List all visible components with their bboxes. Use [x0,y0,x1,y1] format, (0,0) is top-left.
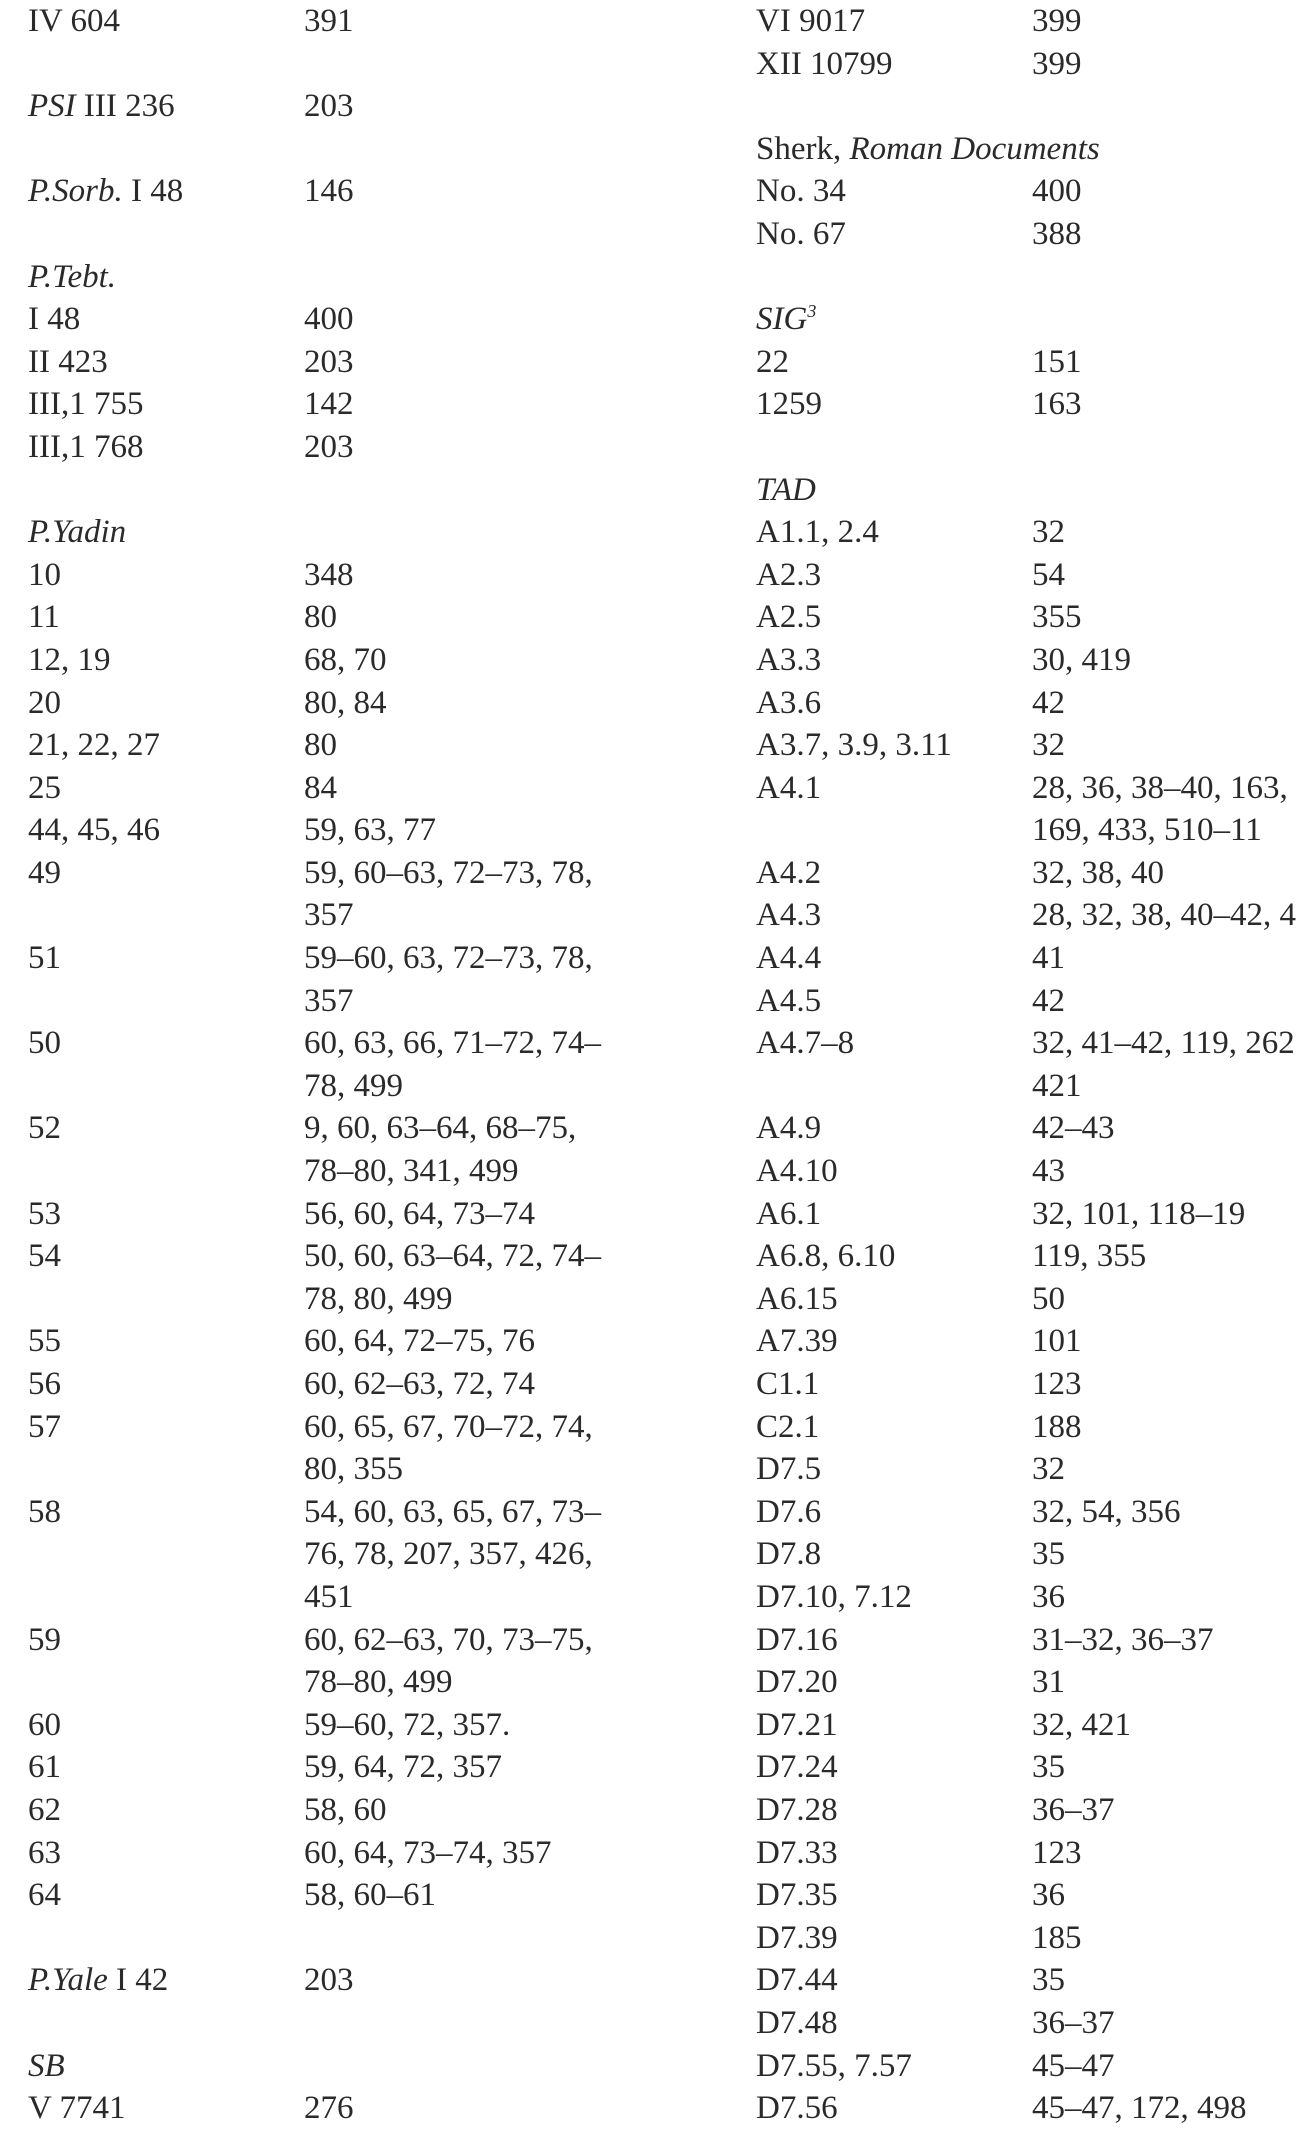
index-entry [0,1533,700,1576]
source-reference: 49 [28,854,61,891]
page-references: 41 [1032,940,1065,977]
source-reference: 25 [28,769,61,806]
page-references: 169, 433, 510–11 [1032,812,1262,849]
source-reference: 61 [28,1749,61,1786]
index-entry [728,1619,1309,1662]
source-volume: I 42 [107,1962,169,1999]
index-entry [0,1491,700,1534]
source-reference [28,511,126,554]
source-reference: No. 34 [756,173,846,210]
index-entry [0,426,700,469]
source-reference: D7.10, 7.12 [756,1578,912,1615]
source-abbrev: P.Sorb. [28,173,123,210]
index-entry [728,596,1309,639]
source-reference [756,298,816,341]
index-entry [0,341,700,384]
index-entry [728,894,1309,937]
source-reference: 54 [28,1238,61,1275]
source-reference [28,256,116,299]
index-entry [0,1789,700,1832]
index-entry [0,1065,700,1108]
source-reference: 62 [28,1791,61,1828]
index-entry [0,0,700,43]
source-reference: 11 [28,599,60,636]
page-references: 32, 54, 356 [1032,1493,1181,1530]
page-references: 60, 64, 73–74, 357 [304,1834,552,1871]
index-entry [728,256,1309,299]
source-reference: A4.2 [756,854,822,891]
index-entry [0,1107,700,1150]
source-reference: D7.55, 7.57 [756,2047,912,2084]
page-references: 36 [1032,1877,1065,1914]
source-abbrev: P.Yale [28,1962,108,1999]
page-references: 203 [304,1962,354,1999]
index-entry [0,1576,700,1619]
source-reference: D7.48 [756,2004,838,2041]
index-entry [728,43,1309,86]
page-references: 42 [1032,684,1065,721]
index-entry [728,1704,1309,1747]
page-references: 35 [1032,1962,1065,1999]
source-author: Sherk, [756,130,850,167]
source-reference: A4.5 [756,982,822,1019]
source-reference: III,1 768 [28,428,144,465]
source-reference: 53 [28,1195,61,1232]
page-references: 80, 84 [304,684,387,721]
page-references: 76, 78, 207, 357, 426, [304,1536,593,1573]
source-reference: IV 604 [28,3,120,39]
source-reference: 52 [28,1110,61,1147]
source-reference: D7.5 [756,1451,822,1488]
page-references: 84 [304,769,337,806]
page-references: 400 [304,301,354,338]
source-reference: No. 67 [756,215,846,252]
index-entry [728,85,1309,128]
source-reference: 63 [28,1834,61,1871]
index-entry [728,639,1309,682]
index-entry [0,554,700,597]
source-reference: C2.1 [756,1408,820,1445]
source-reference: A4.10 [756,1153,838,1190]
index-entry [728,2002,1309,2045]
index-entry [728,1959,1309,2002]
source-reference: 22 [756,343,789,380]
page-references: 203 [304,88,354,125]
index-column-right [728,0,1309,2130]
page-references: 60, 62–63, 70, 73–75, [304,1621,593,1658]
source-reference: A6.8, 6.10 [756,1238,896,1275]
index-entry [728,1576,1309,1619]
index-entry [728,170,1309,213]
page-references: 56, 60, 64, 73–74 [304,1195,535,1232]
source-reference: D7.6 [756,1493,822,1530]
index-entry [0,1278,700,1321]
index-entry [0,1661,700,1704]
index-entry [0,1746,700,1789]
index-entry [0,256,700,299]
index-entry [728,0,1309,43]
index-entry [728,852,1309,895]
page-references: 388 [1032,215,1082,252]
index-entry [0,596,700,639]
page-references: 203 [304,343,354,380]
source-reference [28,1959,168,2002]
index-entry [728,1107,1309,1150]
source-reference: D7.44 [756,1962,838,1999]
index-entry [0,1193,700,1236]
page-references: 78, 499 [304,1067,403,1104]
index-entry [0,511,700,554]
page-references: 28, 36, 38–40, 163, [1032,769,1288,806]
page-references: 59, 60–63, 72–73, 78, [304,854,593,891]
source-reference [756,469,816,512]
index-entry [0,682,700,725]
page-references: 50 [1032,1280,1065,1317]
page-references: 60, 65, 67, 70–72, 74, [304,1408,593,1445]
index-entry [728,1278,1309,1321]
index-entry [728,1917,1309,1960]
index-entry [0,1619,700,1662]
index-entry [0,894,700,937]
index-entry [728,341,1309,384]
source-reference: D7.24 [756,1749,838,1786]
source-title: Roman Documents [849,130,1100,167]
index-entry [728,682,1309,725]
source-reference: 10 [28,556,61,593]
index-entry [0,1704,700,1747]
page-references: 399 [1032,45,1082,82]
page-references: 58, 60–61 [304,1877,436,1914]
page-references: 50, 60, 63–64, 72, 74– [304,1238,601,1275]
source-reference: D7.35 [756,1877,838,1914]
page-references: 32, 38, 40 [1032,854,1164,891]
page-references: 31 [1032,1664,1065,1701]
page-references: 32 [1032,1451,1065,1488]
index-entry [728,383,1309,426]
source-reference: A3.6 [756,684,822,721]
source-reference: II 423 [28,343,108,380]
source-reference: A2.5 [756,599,822,636]
source-reference: D7.28 [756,1791,838,1828]
page-references: 146 [304,173,354,210]
source-reference: 12, 19 [28,641,111,678]
source-reference: A6.15 [756,1280,838,1317]
index-entry [0,1235,700,1278]
index-entry [0,1448,700,1491]
index-entry [728,2087,1309,2130]
page-references: 36–37 [1032,2004,1115,2041]
index-entry [728,1320,1309,1363]
index-entry [728,1533,1309,1576]
index-entry [728,1448,1309,1491]
page-references: 78, 80, 499 [304,1280,453,1317]
source-reference: A4.4 [756,940,822,977]
source-reference: 51 [28,940,61,977]
index-entry [0,1363,700,1406]
page-references: 31–32, 36–37 [1032,1621,1214,1658]
edition-superscript: 3 [807,301,817,322]
source-reference: D7.21 [756,1706,838,1743]
page-references: 142 [304,386,354,423]
index-entry [728,469,1309,512]
page-references: 58, 60 [304,1791,387,1828]
source-reference: D7.16 [756,1621,838,1658]
source-reference: 50 [28,1025,61,1062]
source-abbrev: SIG [756,301,808,338]
page-references: 32 [1032,727,1065,764]
source-reference: A4.9 [756,1110,822,1147]
source-reference [28,170,183,213]
page-references: 451 [304,1578,354,1615]
source-reference: 58 [28,1493,61,1530]
page-references: 185 [1032,1919,1082,1956]
index-entry [0,724,700,767]
index-entry [0,980,700,1023]
page-references: 391 [304,3,354,39]
index-entry [0,1022,700,1065]
page-references: 59, 63, 77 [304,812,436,849]
page-references: 119, 355 [1032,1238,1147,1275]
page-references: 32, 101, 118–19 [1032,1195,1246,1232]
index-entry [0,937,700,980]
index-entry [728,2045,1309,2088]
index-entry [0,1959,700,2002]
index-entry [728,426,1309,469]
index-entry [0,852,700,895]
index-entry [0,2045,700,2088]
page-references: 78–80, 341, 499 [304,1153,519,1190]
index-entry [728,1746,1309,1789]
index-entry [0,2002,700,2045]
page-references: 399 [1032,3,1082,39]
index-entry [728,1661,1309,1704]
page-references: 400 [1032,173,1082,210]
page-references: 421 [1032,1067,1082,1104]
source-reference: 64 [28,1877,61,1914]
page-references: 36–37 [1032,1791,1115,1828]
page-references: 59–60, 63, 72–73, 78, [304,940,593,977]
source-reference: I 48 [28,301,81,338]
source-abbrev: TAD [756,471,816,508]
source-reference: D7.56 [756,2090,838,2127]
page-references: 188 [1032,1408,1082,1445]
source-reference: 55 [28,1323,61,1360]
page-references: 276 [304,2090,354,2127]
index-entry [728,1406,1309,1449]
page-references: 357 [304,897,354,934]
source-reference: 44, 45, 46 [28,812,160,849]
source-reference: C1.1 [756,1366,820,1402]
page-references: 9, 60, 63–64, 68–75, [304,1110,577,1147]
index-entry [0,1832,700,1875]
source-reference: A1.1, 2.4 [756,514,879,551]
source-reference: V 7741 [28,2090,126,2127]
source-reference: A2.3 [756,556,822,593]
page-references: 54, 60, 63, 65, 67, 73– [304,1493,601,1530]
page-references: 203 [304,428,354,465]
index-entry [0,767,700,810]
index-entry [0,128,700,171]
page-references: 101 [1032,1323,1082,1360]
index-entry [0,1406,700,1449]
index-entry [728,1150,1309,1193]
index-entry [728,937,1309,980]
page-references: 32 [1032,514,1065,551]
page-references: 355 [1032,599,1082,636]
source-volume: I 48 [122,173,184,210]
source-reference: A7.39 [756,1323,838,1360]
source-reference: 59 [28,1621,61,1658]
index-entry [728,1022,1309,1065]
source-abbrev: P.Yadin [28,514,127,551]
index-entry [0,1917,700,1960]
index-entry [728,1789,1309,1832]
page-references: 357 [304,982,354,1019]
index-entry [728,128,1309,171]
page-references: 78–80, 499 [304,1664,453,1701]
page-references: 80 [304,599,337,636]
source-reference: A4.1 [756,769,822,806]
page-references: 45–47 [1032,2047,1115,2084]
page-references: 151 [1032,343,1082,380]
page-references: 60, 62–63, 72, 74 [304,1366,535,1402]
source-reference: A4.7–8 [756,1025,855,1062]
index-entry [0,469,700,512]
page-references: 36 [1032,1578,1065,1615]
index-entry [0,213,700,256]
source-reference: A3.3 [756,641,822,678]
source-reference: XII 10799 [756,45,893,82]
source-reference: D7.20 [756,1664,838,1701]
source-reference: 60 [28,1706,61,1743]
page-references: 54 [1032,556,1065,593]
page-references: 32, 421 [1032,1706,1131,1743]
index-entry [0,2087,700,2130]
page-references: 80 [304,727,337,764]
index-entry [0,639,700,682]
source-reference [28,85,175,128]
page-references: 42 [1032,982,1065,1019]
source-reference: 57 [28,1408,61,1445]
page-references: 163 [1032,386,1082,423]
page-references: 35 [1032,1749,1065,1786]
index-entry [728,1193,1309,1236]
index-entry [0,298,700,341]
source-reference: D7.39 [756,1919,838,1956]
index-entry [0,85,700,128]
source-reference [756,128,1100,171]
source-abbrev: PSI [28,88,76,125]
page-references: 80, 355 [304,1451,403,1488]
source-abbrev: SB [28,2047,65,2084]
index-entry [728,298,1309,341]
index-entry [728,1235,1309,1278]
index-entry [0,1150,700,1193]
index-entry [0,170,700,213]
page-references: 68, 70 [304,641,387,678]
page-references: 28, 32, 38, 40–42, 4 [1032,897,1296,934]
index-entry [728,724,1309,767]
source-reference [28,2045,65,2088]
source-reference: D7.8 [756,1536,822,1573]
source-reference: VI 9017 [756,3,866,39]
source-reference: 56 [28,1366,61,1402]
index-entry [0,1320,700,1363]
index-entry [728,767,1309,810]
index-entry [0,383,700,426]
source-reference: 20 [28,684,61,721]
index-entry [728,980,1309,1023]
page-references: 123 [1032,1834,1082,1871]
page-references: 35 [1032,1536,1065,1573]
index-entry [0,1874,700,1917]
page-references: 42–43 [1032,1110,1115,1147]
index-entry [0,43,700,86]
index-entry [728,511,1309,554]
index-entry [728,1065,1309,1108]
source-reference: A3.7, 3.9, 3.11 [756,727,952,764]
source-volume: III 236 [75,88,175,125]
page-references: 60, 64, 72–75, 76 [304,1323,535,1360]
index-entry [728,1491,1309,1534]
page-references: 32, 41–42, 119, 262 [1032,1025,1295,1062]
source-reference: III,1 755 [28,386,144,423]
index-entry [728,213,1309,256]
index-entry [728,554,1309,597]
index-entry [728,1832,1309,1875]
source-abbrev: P.Tebt. [28,258,117,295]
page-references: 348 [304,556,354,593]
page-references: 30, 419 [1032,641,1131,678]
source-reference: D7.33 [756,1834,838,1871]
page-references: 45–47, 172, 498 [1032,2090,1247,2127]
index-entry [728,809,1309,852]
page-references: 59–60, 72, 357. [304,1706,511,1743]
index-entry [0,809,700,852]
source-reference: A4.3 [756,897,822,934]
page-references: 60, 63, 66, 71–72, 74– [304,1025,601,1062]
source-reference: 21, 22, 27 [28,727,160,764]
index-entry [728,1874,1309,1917]
page-references: 43 [1032,1153,1065,1190]
page-references: 59, 64, 72, 357 [304,1749,502,1786]
source-reference: A6.1 [756,1195,822,1232]
page-references: 123 [1032,1366,1082,1402]
source-reference: 1259 [756,386,822,423]
index-entry [728,1363,1309,1406]
